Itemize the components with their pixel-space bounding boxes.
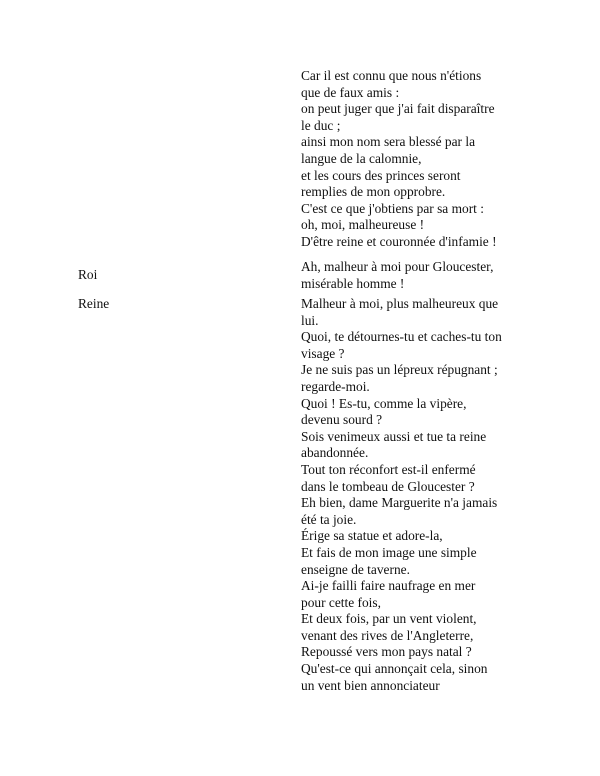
verse-line: oh, moi, malheureuse ! xyxy=(301,217,425,233)
verse-line: Tout ton réconfort est-il enfermé xyxy=(301,461,476,477)
speaker-name: Reine xyxy=(78,296,110,311)
verse-line: abandonnée. xyxy=(301,445,369,461)
speaker-name: Roi xyxy=(78,267,98,282)
verse-line: ainsi mon nom sera blessé par la xyxy=(301,134,476,150)
dialogue-lines xyxy=(301,259,541,292)
verse-line: Quoi ! Es-tu, comme la vipère, xyxy=(301,395,467,411)
verse-line: Et fais de mon image une simple xyxy=(301,544,477,560)
verse-line: pour cette fois, xyxy=(301,594,381,610)
verse-line: le duc ; xyxy=(301,117,341,133)
verse-line: Qu'est-ce qui annonçait cela, sinon xyxy=(301,661,488,677)
verse-line: Et deux fois, par un vent violent, xyxy=(301,611,477,627)
verse-line: C'est ce que j'obtiens par sa mort : xyxy=(301,200,484,216)
verse-line: Je ne suis pas un lépreux répugnant ; xyxy=(301,362,498,378)
verse-line: visage ? xyxy=(301,345,345,361)
verse-line: lui. xyxy=(301,312,319,328)
verse-line: on peut juger que j'ai fait disparaître xyxy=(301,101,495,117)
verse-line: enseigne de taverne. xyxy=(301,561,410,577)
verse-line: Repoussé vers mon pays natal ? xyxy=(301,644,472,660)
verse-line: Sois venimeux aussi et tue ta reine xyxy=(301,428,487,444)
verse-line: regarde-moi. xyxy=(301,378,370,394)
verse-line: et les cours des princes seront xyxy=(301,167,461,183)
verse-line: D'être reine et couronnée d'infamie ! xyxy=(301,233,497,249)
verse-line: devenu sourd ? xyxy=(301,412,383,428)
verse-line: dans le tombeau de Gloucester ? xyxy=(301,478,475,494)
verse-line: Quoi, te détournes-tu et caches-tu ton xyxy=(301,329,502,345)
verse-line: remplies de mon opprobre. xyxy=(301,184,446,200)
verse-line: Ai-je failli faire naufrage en mer xyxy=(301,578,476,594)
verse-line: Ah, malheur à moi pour Gloucester, xyxy=(301,259,494,274)
verse-line: Érige sa statue et adore-la, xyxy=(301,528,443,544)
verse-line: été ta joie. xyxy=(301,511,357,527)
verse-line: misérable homme ! xyxy=(301,275,405,291)
verse-line: Car il est connu que nous n'étions xyxy=(301,68,482,83)
dialogue-lines xyxy=(301,296,541,694)
verse-line: Malheur à moi, plus malheureux que xyxy=(301,296,499,311)
verse-line: un vent bien annonciateur xyxy=(301,677,440,693)
dialogue-lines xyxy=(301,68,541,251)
verse-line: venant des rives de l'Angleterre, xyxy=(301,627,474,643)
verse-line: Eh bien, dame Marguerite n'a jamais xyxy=(301,495,498,511)
verse-line: langue de la calomnie, xyxy=(301,150,422,166)
verse-line: que de faux amis : xyxy=(301,84,400,100)
